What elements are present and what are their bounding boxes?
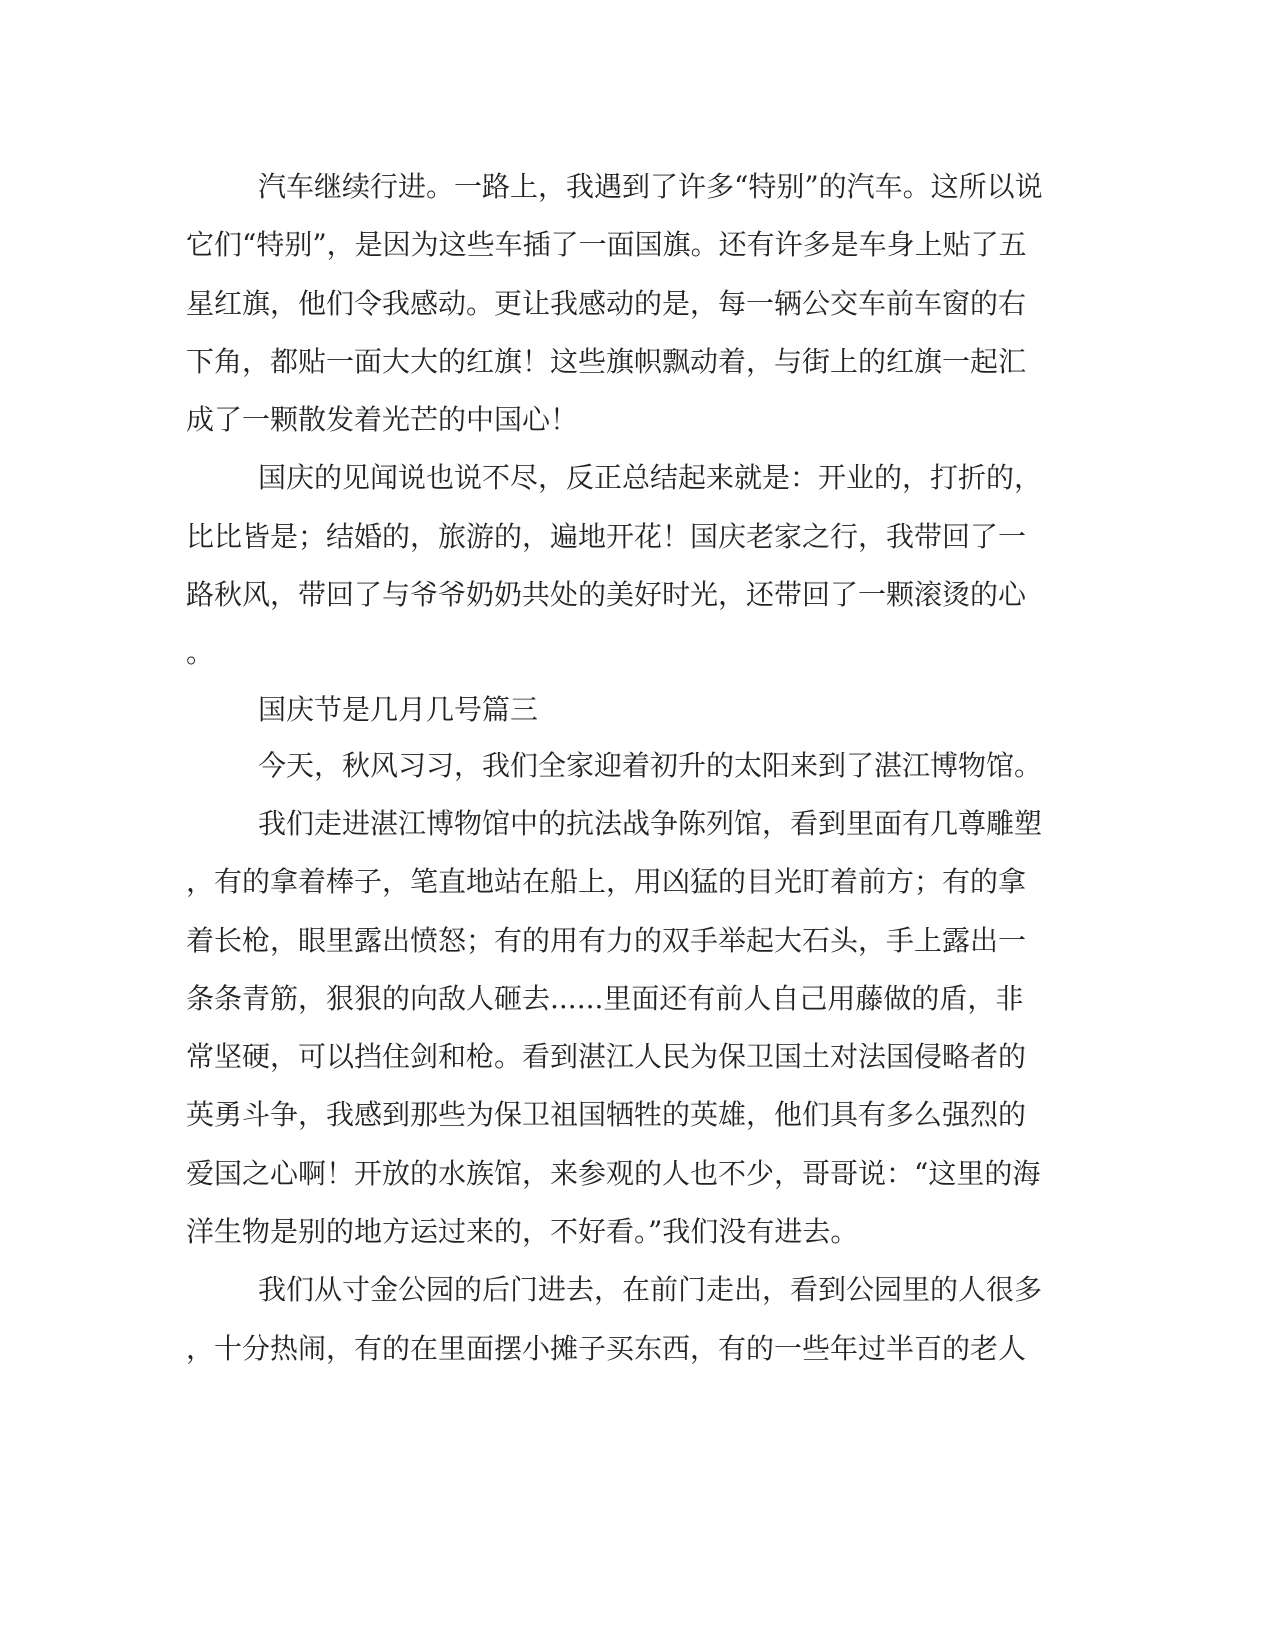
document-body [186, 158, 1066, 1378]
paragraph-2-line-4: 。 [186, 636, 215, 670]
paragraph-4-line-4: 条条青筋，狠狠的向敌人砸去......里面还有前人自己用藤做的盾，非 [186, 981, 1024, 1015]
paragraph-1-line-1: 汽车继续行进。一路上，我遇到了许多“特别”的汽车。这所以说 [258, 170, 1043, 203]
paragraph-1-line-5: 成了一颗散发着光芒的中国心！ [186, 403, 579, 437]
paragraph-2-line-3: 路秋风，带回了与爷爷奶奶共处的美好时光，还带回了一颗滚烫的心 [186, 578, 1027, 612]
paragraph-3-line-1: 今天，秋风习习，我们全家迎着初升的太阳来到了湛江博物馆。 [258, 748, 1043, 782]
paragraph-5-line-2: ，十分热闹，有的在里面摆小摊子买东西，有的一些年过半百的老人 [186, 1331, 1027, 1365]
paragraph-4-line-6: 英勇斗争，我感到那些为保卫祖国牺牲的英雄，他们具有多么强烈的 [186, 1098, 1027, 1132]
paragraph-1-line-2: 它们“特别”，是因为这些车插了一面国旗。还有许多是车身上贴了五 [186, 228, 1027, 262]
paragraph-4-line-8: 洋生物是别的地方运过来的，不好看。”我们没有进去。 [186, 1215, 859, 1249]
paragraph-4-line-7: 爱国之心啊！开放的水族馆，来参观的人也不少，哥哥说：“这里的海 [186, 1156, 1041, 1190]
paragraph-2-line-1: 国庆的见闻说也说不尽，反正总结起来就是：开业的，打折的， [258, 461, 1043, 495]
paragraph-4-line-1: 我们走进湛江博物馆中的抗法战争陈列馆，看到里面有几尊雕塑 [258, 806, 1043, 840]
paragraph-4-line-5: 常坚硬，可以挡住剑和枪。看到湛江人民为保卫国土对法国侵略者的 [186, 1040, 1027, 1074]
paragraph-5-line-1: 我们从寸金公园的后门进去，在前门走出，看到公园里的人很多 [258, 1273, 1043, 1307]
paragraph-1-line-3: 星红旗，他们令我感动。更让我感动的是，每一辆公交车前车窗的右 [186, 286, 1027, 320]
paragraph-4-line-3: 着长枪，眼里露出愤怒；有的用有力的双手举起大石头，手上露出一 [186, 923, 1027, 957]
section-heading: 国庆节是几月几号篇三 [258, 692, 539, 726]
paragraph-4-line-2: ，有的拿着棒子，笔直地站在船上，用凶猛的目光盯着前方；有的拿 [186, 865, 1027, 899]
paragraph-2-line-2: 比比皆是；结婚的，旅游的，遍地开花！国庆老家之行，我带回了一 [186, 519, 1027, 553]
paragraph-1-line-4: 下角，都贴一面大大的红旗！这些旗帜飘动着，与街上的红旗一起汇 [186, 344, 1027, 378]
